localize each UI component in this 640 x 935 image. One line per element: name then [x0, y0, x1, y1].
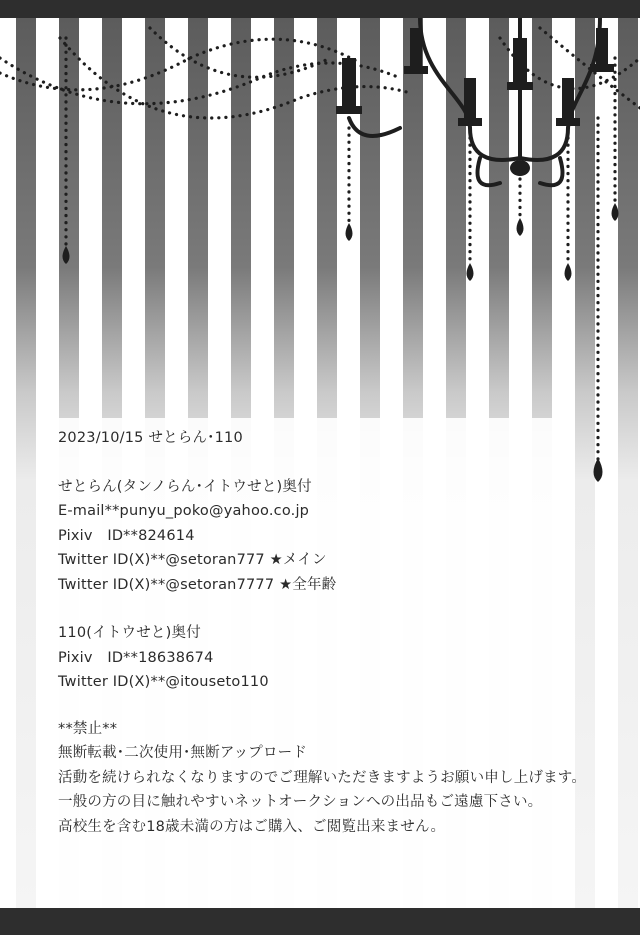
- notice-heading: **禁止**: [58, 720, 118, 737]
- ito-pixiv: Pixiv ID**18638674: [58, 649, 214, 666]
- notice-line: 無断転載･二次使用･無断アップロード: [58, 745, 308, 761]
- ito-heading: 110(イトウせと)奥付: [58, 625, 201, 641]
- notice-line: 高校生を含む18歳未満の方はご購入、ご閲覧出来ません。: [58, 818, 446, 835]
- setoran-pixiv: Pixiv ID**824614: [58, 527, 195, 544]
- ito-section: [58, 623, 618, 697]
- notice-line: 活動を続けられなくなりますのでご理解いただきますようお願い申し上げます。: [58, 769, 587, 786]
- issue-date-line: 2023/10/15 せとらん･110: [58, 430, 243, 446]
- ito-twitter: Twitter ID(X)**@itouseto110: [58, 674, 269, 690]
- setoran-heading: せとらん(タンノらん･イトウせと)奥付: [58, 478, 312, 495]
- colophon-text-block: [58, 428, 618, 841]
- setoran-email: E-mail**punyu_poko@yahoo.co.jp: [58, 503, 310, 519]
- chandelier-illustration: [0, 18, 640, 488]
- notice-line: 一般の方の目に触れやすいネットオークションへの出品もご遠慮下さい。: [58, 794, 543, 810]
- setoran-twitter-main: Twitter ID(X)**@setoran777 ★メイン: [58, 552, 327, 568]
- notice-section: [58, 719, 618, 842]
- top-border-bar: [0, 0, 640, 18]
- bottom-border-bar: [0, 908, 640, 935]
- setoran-section: [58, 477, 618, 600]
- setoran-twitter-all-ages: Twitter ID(X)**@setoran7777 ★全年齢: [58, 576, 337, 593]
